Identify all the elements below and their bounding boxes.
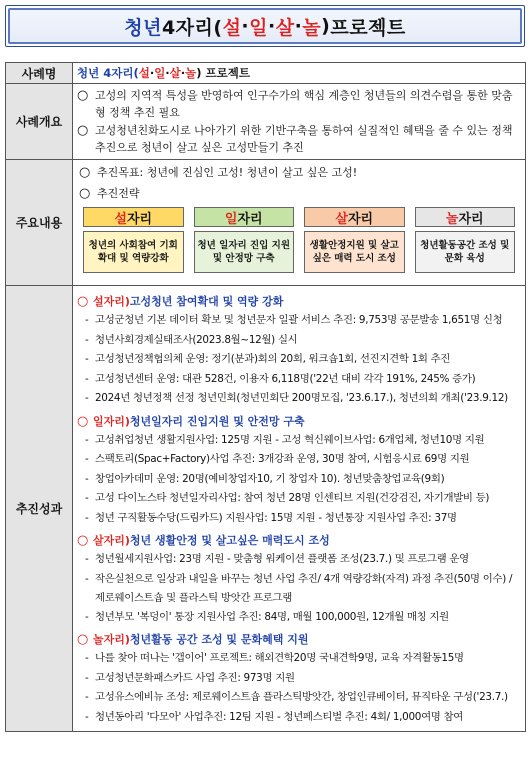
- list-item: - 고성청년센터 운영: 대관 528건, 이용자 6,118명('22년 대비 각각 191%, 245% 증가): [77, 370, 521, 390]
- box-body: 청년의 사회참여 기회 확대 및 역량강화: [83, 231, 184, 273]
- case-name-suffix: ) 프로젝트: [196, 66, 250, 80]
- strategy-box-il: [194, 207, 295, 273]
- strategy-box-seol: [83, 207, 184, 273]
- list-item-text: 청년월세지원사업: 23명 지원 - 맞춤형 워케이션 플랫폼 조성(23.7.) 및 프로그램 운영: [95, 553, 469, 565]
- result-section-il: [77, 412, 521, 529]
- list-item-text: 고성취업청년 생활지원사업: 125명 지원 - 고성 혁신웨이브사업: 6개업체, 청년10명 지원: [95, 433, 485, 446]
- circle-bullet-icon: ○: [77, 123, 89, 138]
- content-row: [6, 160, 526, 286]
- overview-content: [73, 84, 526, 160]
- content-cell: [73, 160, 526, 286]
- list-item: - 청년사회경제실태조사(2023.8월~12월) 실시: [77, 331, 521, 351]
- list-item: - 창업아카데미 운영: 20명(예비창업자10, 기 창업자 10). 청년맞춤창업교육(9회): [77, 470, 521, 490]
- case-dot2: ·: [165, 66, 170, 80]
- list-item: - 청년부모 '복덩이' 통장 지원사업 추진: 84명, 매월 100,000원, 12개월 매칭 지원: [77, 608, 521, 628]
- list-item-text: 청년사회경제실태조사(2023.8월~12월) 실시: [95, 333, 298, 346]
- section-heading: 청년 생활안정 및 살고싶은 매력도시 조성: [129, 534, 330, 547]
- strategy-line: [79, 185, 519, 203]
- list-item-text: 2024년 청년정책 선정 청년민회(청년민회단 200명모집, '23.6.17.), 청년의회 개최('23.9.12): [95, 392, 508, 404]
- title-dot1: ·: [241, 15, 250, 37]
- list-item: - 청년 구직활동수당(드림카드) 지원사업: 15명 지원 - 청년통장 지원사업 추진: 37명: [77, 509, 521, 529]
- section-heading: 청년활동 공간 조성 및 문화혜택 지원: [129, 633, 309, 646]
- overview-item: [77, 87, 519, 121]
- list-item-text: 나를 찾아 떠나는 '갭이어' 프로젝트: 해외견학20명 국내견학9명, 교육 자격활동15명: [95, 652, 464, 664]
- list-item: - 고성군청년 기본 데이터 확보 및 청년문자 일괄 서비스 추진: 9,753명 공문발송 1,651명 신청: [77, 311, 521, 331]
- circle-bullet-icon: ○: [77, 88, 89, 103]
- list-item-text: 고성청년문화패스카드 사업 추진: 973명 지원: [95, 671, 295, 684]
- box-head-accent: 설: [114, 211, 127, 227]
- strategy-boxes: [79, 207, 519, 273]
- section-keyword: 놀자리): [93, 633, 130, 646]
- section-heading: 청년일자리 진입지원 및 안전망 구축: [129, 414, 305, 428]
- section-keyword: 일자리): [93, 414, 130, 428]
- box-body: 청년활동공간 조성 및 문화 육성: [415, 231, 516, 273]
- title-part3: 프로젝트: [330, 16, 406, 39]
- case-row: [6, 63, 526, 84]
- list-item-text: 고성유스에비뉴 조성: 제로웨이스트숍 플라스틱방앗간, 창업인큐베이터, 뮤직타운 구성('23.7.): [95, 691, 508, 703]
- box-head: [83, 207, 184, 227]
- box-head: [194, 207, 295, 227]
- box-head-accent: 일: [224, 211, 238, 227]
- list-item-text: 청년 구직활동수당(드림카드) 지원사업: 15명 지원 - 청년통장 지원사업 추진: 37명: [95, 511, 457, 524]
- title-part1: 청년: [124, 16, 162, 39]
- page-title: [8, 8, 522, 44]
- title-close: ): [321, 15, 331, 37]
- list-item: - 고성 다이노스타 청년일자리사업: 참여 청년 28명 인센티브 지원(건강검진, 자기개발비 등): [77, 489, 521, 509]
- title-il: 일: [249, 16, 268, 39]
- list-item-text: 청년부모 '복덩이' 통장 지원사업 추진: 84명, 매월 100,000원, 12개월 매칭 지원: [95, 610, 449, 623]
- result-section-seol: [77, 292, 521, 409]
- section-title: [77, 412, 521, 431]
- case-seol: 설: [138, 66, 150, 80]
- list-item-text: 고성 다이노스타 청년일자리사업: 참여 청년 28명 인센티브 지원(건강검진, 자기개발비 등): [95, 492, 490, 504]
- case-name-prefix: 청년 4자리(: [77, 66, 139, 80]
- list-item-text: 스팩토리(Spac+Factory)사업 추진: 3개강좌 운영, 30명 참여, 시험응시료 69명 지원: [95, 453, 470, 465]
- box-head: [415, 207, 516, 227]
- list-item-text: 고성군청년 기본 데이터 확보 및 청년문자 일괄 서비스 추진: 9,753명 공문발송 1,651명 신청: [95, 314, 503, 326]
- box-head-rest: 자리: [126, 211, 153, 227]
- result-section-nol: [77, 630, 521, 727]
- title-dot2: ·: [268, 15, 276, 37]
- list-item-text: 고성청년정책협의체 운영: 정기(분과)회의 20회, 워크숍1회, 선진지견학 1회 추진: [95, 353, 451, 365]
- case-il: 일: [154, 66, 166, 80]
- results-row: [6, 286, 526, 732]
- title-nol: 놀: [302, 16, 322, 39]
- circle-bullet-icon: ○: [77, 632, 89, 647]
- section-title: [77, 630, 521, 649]
- list-item: - 청년월세지원사업: 23명 지원 - 맞춤형 워케이션 플랫폼 조성(23.7.) 및 프로그램 운영: [77, 550, 521, 570]
- title-sal: 살: [275, 16, 295, 39]
- case-label: 사례명: [6, 63, 73, 84]
- strategy-box-sal: [304, 207, 405, 273]
- circle-bullet-icon: ○: [79, 165, 91, 180]
- section-keyword: 살자리): [93, 534, 130, 547]
- title-part2: 4자리(: [161, 16, 223, 39]
- list-item: - 2024년 청년정책 선정 청년민회(청년민회단 200명모집, '23.6.17.), 청년의회 개최('23.9.12): [77, 389, 521, 409]
- box-body: 생활안정지원 및 살고 싶은 매력 도시 조성: [304, 231, 405, 273]
- title-seol: 설: [222, 16, 242, 39]
- result-section-sal: [77, 531, 521, 627]
- strategy-box-nol: [415, 207, 516, 273]
- list-item: - 스팩토리(Spac+Factory)사업 추진: 3개강좌 운영, 30명 참여, 시험응시료 69명 지원: [77, 450, 521, 470]
- list-item: - 작은실천으로 일상과 내일을 바꾸는 청년 사업 추진/ 4개 역량강화(자격) 과정 추진(50명 이수) / 제로웨이스트숍 및 플라스틱 방앗간 프로그램: [77, 570, 521, 608]
- box-head-accent: 놀: [445, 211, 459, 227]
- case-sal: 살: [169, 66, 181, 80]
- section-keyword: 설자리): [93, 295, 130, 308]
- circle-bullet-icon: ○: [77, 294, 89, 309]
- case-dot1: ·: [149, 66, 155, 80]
- section-heading: 고성청년 참여확대 및 역량 강화: [129, 295, 284, 308]
- list-item-text: 작은실천으로 일상과 내일을 바꾸는 청년 사업 추진/ 4개 역량강화(자격) 과정 추진(50명 이수) / 제로웨이스트숍 및 플라스틱 방앗간 프로그램: [95, 572, 513, 604]
- list-item: - 고성취업청년 생활지원사업: 125명 지원 - 고성 혁신웨이브사업: 6개업체, 청년10명 지원: [77, 431, 521, 451]
- overview-item: [77, 122, 519, 156]
- results-label: 추진성과: [6, 286, 73, 732]
- list-item-text: 고성청년센터 운영: 대관 528건, 이용자 6,118명('22년 대비 각각 191%, 245% 증가): [95, 372, 476, 385]
- overview-text: 고성의 지역적 특성을 반영하여 인구수가의 핵심 계층인 청년들의 의견수렴을 통한 맞춤형 정책 추진 필요: [95, 89, 513, 119]
- section-title: [77, 292, 521, 311]
- goal-text: 추진목표: 청년에 진심인 고성! 청년이 살고 싶은 고성!: [97, 166, 358, 179]
- box-head: [304, 207, 405, 227]
- section-title: [77, 531, 521, 550]
- goal-line: [79, 164, 519, 182]
- overview-text: 고성청년친화도시로 나아가기 위한 기반구축을 통하여 실질적인 혜택을 줄 수 있는 정책 추진으로 청년이 살고 싶은 고성만들기 추진: [95, 124, 513, 154]
- box-head-rest: 자리: [237, 211, 263, 227]
- title-dot3: ·: [294, 15, 303, 37]
- box-body: 청년 일자리 진입 지원 및 안정망 구축: [194, 231, 295, 273]
- title-banner: [5, 5, 525, 47]
- overview-label: 사례개요: [6, 84, 73, 160]
- overview-row: [6, 84, 526, 160]
- circle-bullet-icon: ○: [77, 533, 89, 548]
- case-name: [73, 63, 526, 84]
- list-item-text: 청년동아리 '다모아' 사업추진: 12팀 지원 - 청년페스티벌 추진: 4회/ 1,000여명 참여: [95, 710, 464, 723]
- list-item: - 청년동아리 '다모아' 사업추진: 12팀 지원 - 청년페스티벌 추진: 4회/ 1,000여명 참여: [77, 708, 521, 728]
- list-item: - 나를 찾아 떠나는 '갭이어' 프로젝트: 해외견학20명 국내견학9명, 교육 자격활동15명: [77, 649, 521, 669]
- strategy-text: 추진전략: [97, 187, 140, 200]
- case-table: [5, 62, 526, 732]
- list-item: - 고성청년문화패스카드 사업 추진: 973명 지원: [77, 669, 521, 689]
- box-head-accent: 살: [335, 211, 348, 227]
- list-item: - 고성유스에비뉴 조성: 제로웨이스트숍 플라스틱방앗간, 창업인큐베이터, 뮤직타운 구성('23.7.): [77, 688, 521, 708]
- content-label: 주요내용: [6, 160, 73, 286]
- box-head-rest: 자리: [458, 211, 484, 227]
- circle-bullet-icon: ○: [79, 186, 91, 201]
- case-nol: 놀: [185, 66, 197, 80]
- circle-bullet-icon: ○: [77, 413, 89, 429]
- results-cell: [73, 286, 526, 732]
- case-dot3: ·: [180, 66, 186, 80]
- list-item: - 고성청년정책협의체 운영: 정기(분과)회의 20회, 워크숍1회, 선진지견학 1회 추진: [77, 350, 521, 370]
- list-item-text: 창업아카데미 운영: 20명(예비창업자10, 기 창업자 10). 청년맞춤창업교육(9회): [95, 472, 445, 485]
- box-head-rest: 자리: [347, 211, 374, 227]
